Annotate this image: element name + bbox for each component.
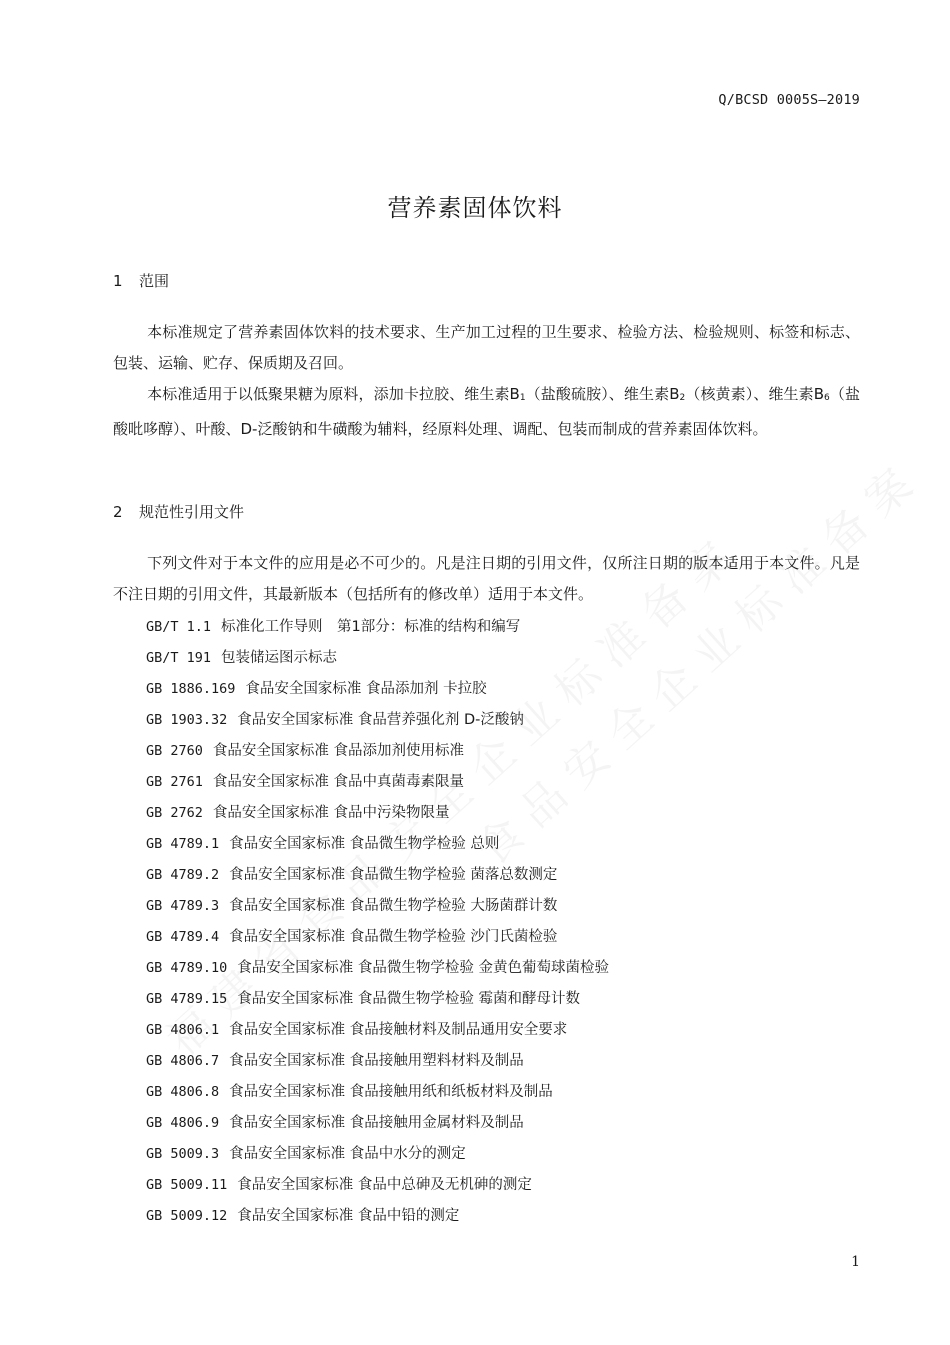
section-1-paragraph-2	[113, 379, 860, 445]
reference-item	[146, 705, 609, 736]
standard-code: Q/BCSD 0005S—2019	[718, 92, 860, 108]
section-2-paragraph-1-text: 下列文件对于本文件的应用是必不可少的。凡是注日期的引用文件，仅所注日期的版本适用于本文件。凡是不注日期的引用文件，其最新版本（包括所有的修改单）适用于本文件。	[113, 554, 860, 603]
reference-item	[146, 1108, 609, 1139]
reference-title: 食品安全国家标准 食品微生物学检验 大肠菌群计数	[229, 898, 558, 914]
reference-item	[146, 1077, 609, 1108]
reference-title: 食品安全国家标准 食品微生物学检验 沙门氏菌检验	[229, 929, 558, 945]
reference-code: GB 2762	[146, 805, 203, 821]
reference-code: GB 5009.12	[146, 1208, 228, 1224]
reference-code: GB 4789.15	[146, 991, 228, 1007]
reference-code: GB 4806.1	[146, 1022, 220, 1038]
reference-code: GB 4806.8	[146, 1084, 220, 1100]
p2-sub-2: 2	[679, 393, 686, 403]
reference-item	[146, 922, 609, 953]
reference-title: 食品安全国家标准 食品接触用金属材料及制品	[229, 1115, 524, 1131]
p2-text-b: （盐酸硫胺）、维生素B	[525, 385, 680, 403]
reference-item	[146, 829, 609, 860]
p2-text-d: （盐酸吡哆醇）、叶酸、D-泛酸钠和牛磺酸为辅料，经原料处理、调配、包装而制成的营养素固体饮料。	[113, 385, 860, 438]
section-1-paragraph-1-text: 本标准规定了营养素固体饮料的技术要求、生产加工过程的卫生要求、检验方法、检验规则、标签和标志、包装、运输、贮存、保质期及召回。	[113, 323, 860, 372]
section-1-heading	[113, 270, 169, 291]
reference-item	[146, 767, 609, 798]
reference-item	[146, 1015, 609, 1046]
section-2-number: 2	[113, 503, 123, 521]
reference-title: 包装储运图示标志	[221, 650, 338, 666]
reference-title: 食品安全国家标准 食品微生物学检验 金黄色葡萄球菌检验	[237, 960, 609, 976]
document-title: 营养素固体饮料	[387, 194, 563, 222]
reference-title: 食品安全国家标准 食品营养强化剂 D-泛酸钠	[237, 712, 524, 728]
p2-sub-1: 1	[519, 393, 526, 403]
reference-item	[146, 612, 609, 643]
p2-sub-3: 6	[824, 393, 830, 403]
reference-item	[146, 984, 609, 1015]
reference-code: GB 4789.4	[146, 929, 220, 945]
p2-text-c: （核黄素）、维生素B	[685, 385, 825, 403]
reference-title: 食品安全国家标准 食品接触材料及制品通用安全要求	[229, 1022, 568, 1038]
reference-code: GB 4806.9	[146, 1115, 220, 1131]
reference-title: 食品安全国家标准 食品微生物学检验 霉菌和酵母计数	[237, 991, 580, 1007]
reference-title: 食品安全国家标准 食品中水分的测定	[229, 1146, 466, 1162]
reference-code: GB 5009.11	[146, 1177, 228, 1193]
section-1-number: 1	[113, 272, 123, 290]
reference-code: GB 2761	[146, 774, 203, 790]
reference-title: 食品安全国家标准 食品接触用纸和纸板材料及制品	[229, 1084, 553, 1100]
normative-references-list	[146, 612, 609, 1232]
reference-code: GB 4789.3	[146, 898, 220, 914]
reference-code: GB 4789.2	[146, 867, 220, 883]
reference-code: GB 1903.32	[146, 712, 228, 728]
reference-code: GB 4806.7	[146, 1053, 220, 1069]
reference-item	[146, 1139, 609, 1170]
reference-title: 食品安全国家标准 食品添加剂 卡拉胶	[245, 681, 487, 697]
reference-title: 食品安全国家标准 食品微生物学检验 菌落总数测定	[229, 867, 558, 883]
reference-title: 食品安全国家标准 食品接触用塑料材料及制品	[229, 1053, 524, 1069]
reference-item	[146, 1201, 609, 1232]
reference-code: GB 4789.10	[146, 960, 228, 976]
reference-item	[146, 1170, 609, 1201]
reference-code: GB 5009.3	[146, 1146, 220, 1162]
reference-code: GB/T 191	[146, 650, 212, 666]
reference-item	[146, 860, 609, 891]
section-1-title: 范围	[139, 272, 170, 290]
reference-title: 食品安全国家标准 食品中总砷及无机砷的测定	[237, 1177, 532, 1193]
p2-text-a: 本标准适用于以低聚果糖为原料，添加卡拉胶、维生素B	[147, 385, 520, 403]
section-2-title: 规范性引用文件	[139, 503, 245, 521]
reference-item	[146, 674, 609, 705]
reference-item	[146, 891, 609, 922]
reference-title: 食品安全国家标准 食品微生物学检验 总则	[229, 836, 500, 852]
reference-item	[146, 736, 609, 767]
reference-title: 食品安全国家标准 食品添加剂使用标准	[212, 743, 465, 759]
reference-item	[146, 643, 609, 674]
reference-title: 食品安全国家标准 食品中铅的测定	[237, 1208, 460, 1224]
reference-code: GB 1886.169	[146, 681, 236, 697]
reference-title: 食品安全国家标准 食品中真菌毒素限量	[212, 774, 465, 790]
section-2-paragraph-1	[113, 548, 860, 610]
section-1-paragraph-1	[113, 317, 860, 379]
reference-item	[146, 798, 609, 829]
section-2-heading	[113, 501, 244, 522]
reference-title: 食品安全国家标准 食品中污染物限量	[212, 805, 450, 821]
reference-item	[146, 953, 609, 984]
reference-item	[146, 1046, 609, 1077]
reference-title: 标准化工作导则 第1部分：标准的结构和编写	[221, 619, 521, 635]
page-number: 1	[851, 1254, 860, 1270]
reference-code: GB/T 1.1	[146, 619, 212, 635]
reference-code: GB 4789.1	[146, 836, 220, 852]
reference-code: GB 2760	[146, 743, 203, 759]
